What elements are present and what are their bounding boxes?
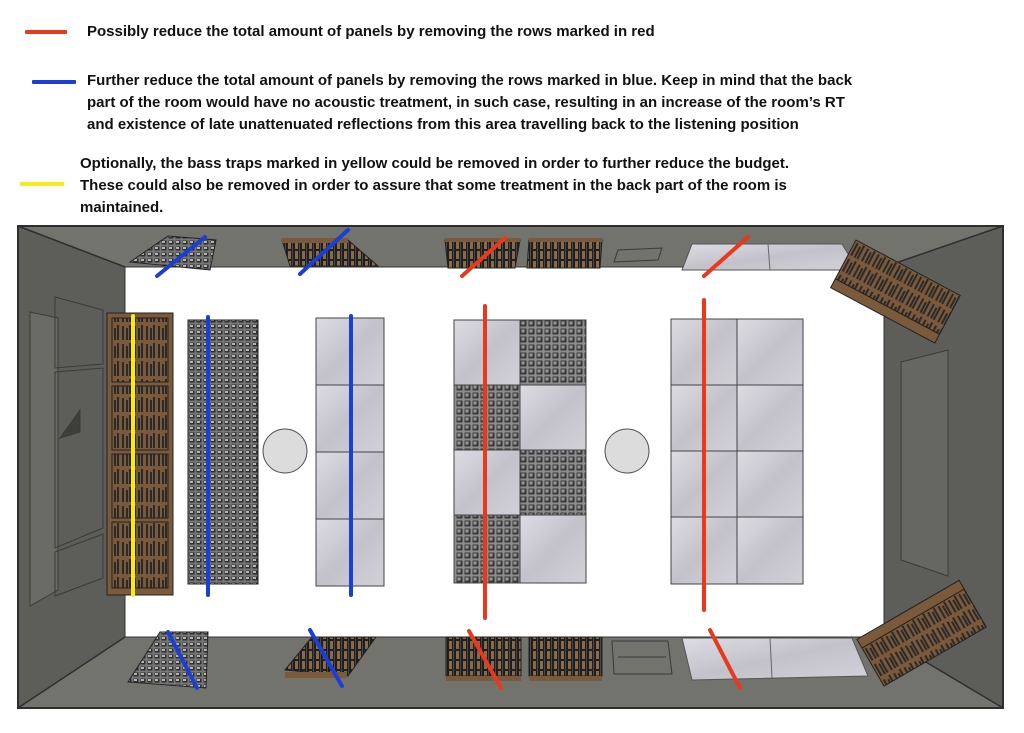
- legend-yellow-line-1: Optionally, the bass traps marked in yellow could be removed in order to further reduce the budget.: [80, 155, 790, 172]
- absorber-block-right: [671, 319, 803, 584]
- listening-position-right: [605, 429, 649, 473]
- listening-position-left: [263, 429, 307, 473]
- diffuser-column: [188, 320, 258, 584]
- legend-red-text: Possibly reduce the total amount of panels by removing the rows marked in red: [87, 23, 655, 40]
- legend-blue-line-2: part of the room would have no acoustic treatment, in such case, resulting in an increase of the room’s RT: [87, 94, 845, 111]
- legend-yellow-line-2: These could also be removed in order to assure that some treatment in the back part of the room is: [80, 177, 787, 194]
- legend-blue-line-1: Further reduce the total amount of panels by removing the rows marked in blue. Keep in mind that the back: [87, 72, 853, 89]
- bass-trap-column: [107, 313, 173, 595]
- checkerboard-panels: [454, 320, 586, 583]
- legend-blue-line-3: and existence of late unattenuated reflections from this area travelling back to the listening position: [87, 116, 799, 133]
- legend-yellow-line-3: maintained.: [80, 199, 164, 216]
- right-wall-door: [901, 350, 948, 576]
